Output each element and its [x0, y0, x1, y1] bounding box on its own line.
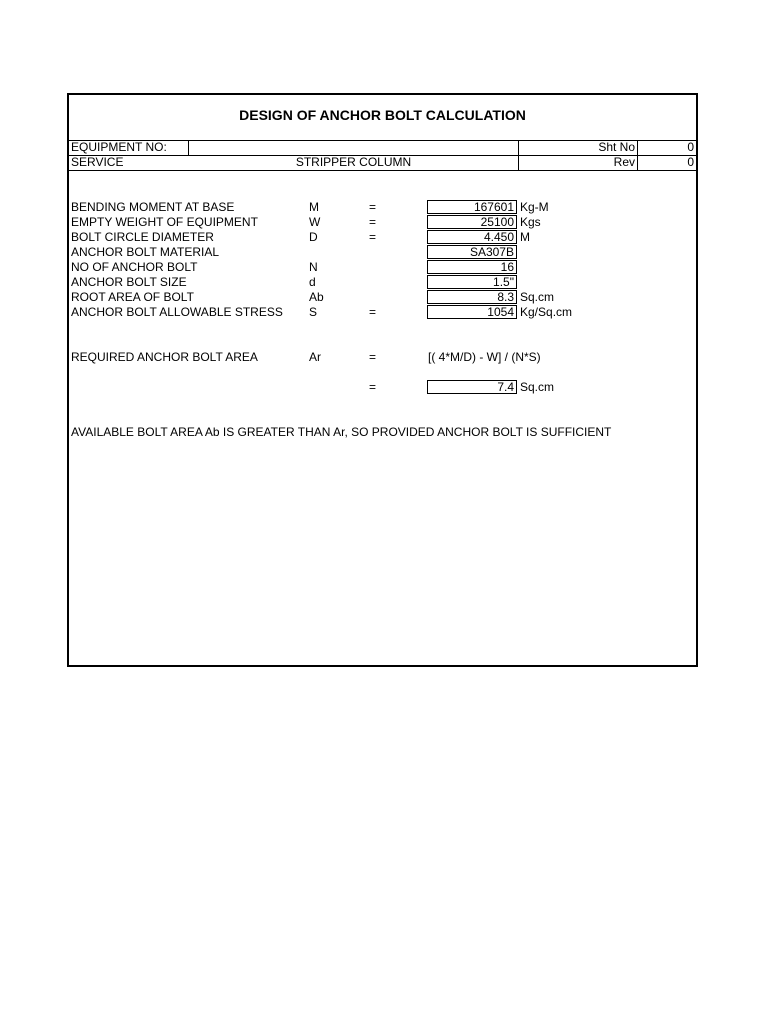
row-label: ANCHOR BOLT ALLOWABLE STRESS: [71, 305, 283, 319]
row-value: 8.3: [427, 290, 517, 304]
row-unit: M: [520, 230, 530, 244]
required-area-equals-result: =: [369, 380, 377, 394]
service-value: STRIPPER COLUMN: [295, 155, 412, 169]
row-symbol: W: [309, 215, 321, 229]
row-value: 4.450: [427, 230, 517, 244]
row-label: EMPTY WEIGHT OF EQUIPMENT: [71, 215, 258, 229]
row-equals: =: [369, 305, 377, 319]
header-rule-bottom: [69, 170, 696, 171]
row-value: 167601: [427, 200, 517, 214]
row-value: SA307B: [427, 245, 517, 259]
row-value: 25100: [427, 215, 517, 229]
row-label: ANCHOR BOLT SIZE: [71, 275, 187, 289]
calculation-sheet: [67, 93, 698, 667]
required-area-formula: [( 4*M/D) - W] / (N*S): [428, 350, 541, 364]
required-area-equals: =: [369, 350, 377, 364]
row-label: BOLT CIRCLE DIAMETER: [71, 230, 214, 244]
row-symbol: N: [309, 260, 318, 274]
row-label: ANCHOR BOLT MATERIAL: [71, 245, 220, 259]
row-symbol: S: [309, 305, 318, 319]
required-area-symbol: Ar: [309, 350, 321, 364]
row-symbol: D: [309, 230, 318, 244]
equipment-no-label: EQUIPMENT NO:: [71, 140, 167, 154]
rev-value: 0: [687, 155, 694, 169]
row-symbol: M: [309, 200, 319, 214]
conclusion-text: AVAILABLE BOLT AREA Ab IS GREATER THAN Ar, SO PROVIDED ANCHOR BOLT IS SUFFICIENT: [71, 425, 612, 439]
row-value: 1054: [427, 305, 517, 319]
row-value: 1.5": [427, 275, 517, 289]
row-unit: Kgs: [520, 215, 541, 229]
row-value: 16: [427, 260, 517, 274]
row-unit: Sq.cm: [520, 290, 555, 304]
rev-label: Rev: [613, 155, 635, 169]
row-label: NO OF ANCHOR BOLT: [71, 260, 198, 274]
row-unit: Kg-M: [520, 200, 549, 214]
row-equals: =: [369, 200, 377, 214]
row-equals: =: [369, 230, 377, 244]
service-label: SERVICE: [71, 155, 124, 169]
required-area-value: 7.4: [427, 380, 517, 394]
sht-no-value: 0: [687, 140, 694, 154]
row-label: ROOT AREA OF BOLT: [71, 290, 194, 304]
row-label: BENDING MOMENT AT BASE: [71, 200, 235, 214]
required-area-label: REQUIRED ANCHOR BOLT AREA: [71, 350, 258, 364]
row-symbol: d: [309, 275, 316, 289]
row-unit: Kg/Sq.cm: [520, 305, 573, 319]
header-divider: [188, 140, 189, 155]
sht-no-label: Sht No: [598, 140, 635, 154]
required-area-unit: Sq.cm: [520, 380, 555, 394]
sheet-title: DESIGN OF ANCHOR BOLT CALCULATION: [239, 107, 526, 123]
row-equals: =: [369, 215, 377, 229]
row-symbol: Ab: [309, 290, 324, 304]
